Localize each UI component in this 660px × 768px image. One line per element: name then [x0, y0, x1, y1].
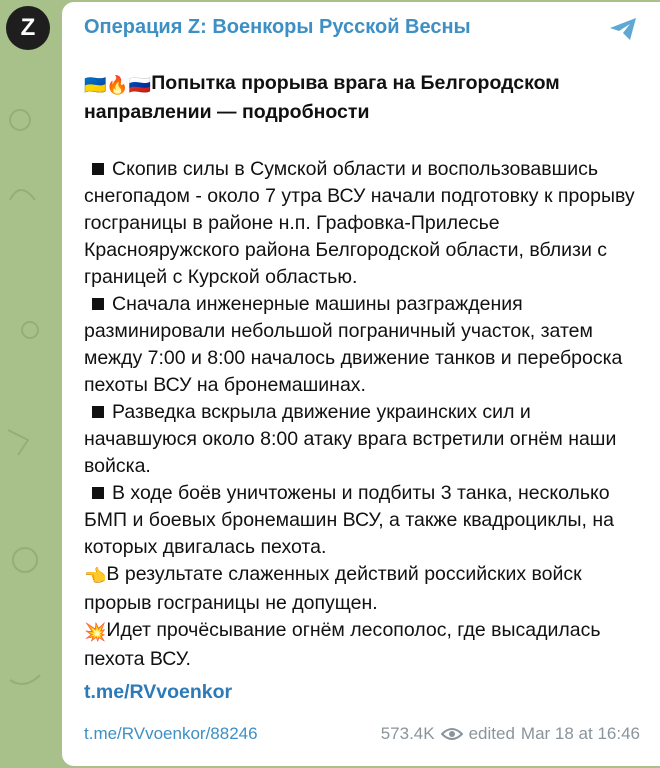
avatar-letter: Z — [20, 14, 36, 41]
view-count: 573.4K — [380, 724, 435, 743]
paragraph-text: Разведка вскрыла движение украинских сил и начавшуюся около 8:00 атаку врага встретили огнём наши войска. — [84, 401, 617, 477]
ukraine-flag-icon: 🇺🇦 — [84, 75, 107, 95]
square-bullet-icon — [92, 487, 104, 499]
channel-avatar[interactable] — [6, 6, 50, 50]
post-link[interactable]: t.me/RVvoenkor/88246 — [84, 724, 258, 743]
paragraph-text: В ходе боёв уничтожены и подбиты 3 танка, несколько БМП и боевых бронемашин ВСУ, а также квадроциклы, на которых двигалась пехота. — [84, 482, 614, 558]
share-icon[interactable] — [608, 16, 638, 42]
timestamp: Mar 18 at 16:46 — [520, 724, 640, 743]
square-bullet-icon — [92, 406, 104, 418]
post-body — [84, 156, 640, 673]
paragraph — [84, 561, 640, 617]
message-bubble — [62, 2, 660, 766]
paragraph-text: Идет прочёсывание огнём лесополос, где высадилась пехота ВСУ. — [84, 619, 601, 670]
edited-label: edited — [468, 724, 515, 743]
eye-icon — [441, 727, 463, 741]
paragraph — [84, 617, 640, 673]
paragraph-text: Скопив силы в Сумской области и воспользовавшись снегопадом - около 7 утра ВСУ начали подготовку к прорыву госграницы в районе н.п. Графовка-Прилесье Краснояружского района Белгородской области, вблизи с границей с Курской областью. — [84, 158, 635, 288]
fire-icon: 🔥 — [106, 75, 129, 95]
paragraph — [84, 480, 640, 561]
channel-name[interactable]: Операция Z: Военкоры Русской Весны — [84, 16, 471, 38]
square-bullet-icon — [92, 298, 104, 310]
post-title-text: Попытка прорыва врага на Белгородском направлении — подробности — [84, 72, 560, 123]
pointing-hand-icon: 👈 — [84, 566, 107, 586]
paragraph — [84, 399, 640, 480]
message-footer — [84, 724, 640, 744]
paragraph — [84, 156, 640, 291]
paragraph-text: Сначала инженерные машины разграждения разминировали небольшой пограничный участок, затем между 7:00 и 8:00 началось движение танков и переброска пехоты ВСУ на бронемашинах. — [84, 293, 623, 396]
message-meta — [381, 724, 640, 744]
explosion-icon: 💥 — [84, 622, 107, 642]
post-title — [84, 70, 640, 126]
square-bullet-icon — [92, 163, 104, 175]
russia-flag-icon: 🇷🇺 — [128, 75, 152, 95]
channel-link[interactable]: t.me/RVvoenkor — [84, 681, 233, 703]
paragraph — [84, 291, 640, 399]
paragraph-text: В результате слаженных действий российских войск прорыв госграницы не допущен. — [84, 563, 582, 614]
